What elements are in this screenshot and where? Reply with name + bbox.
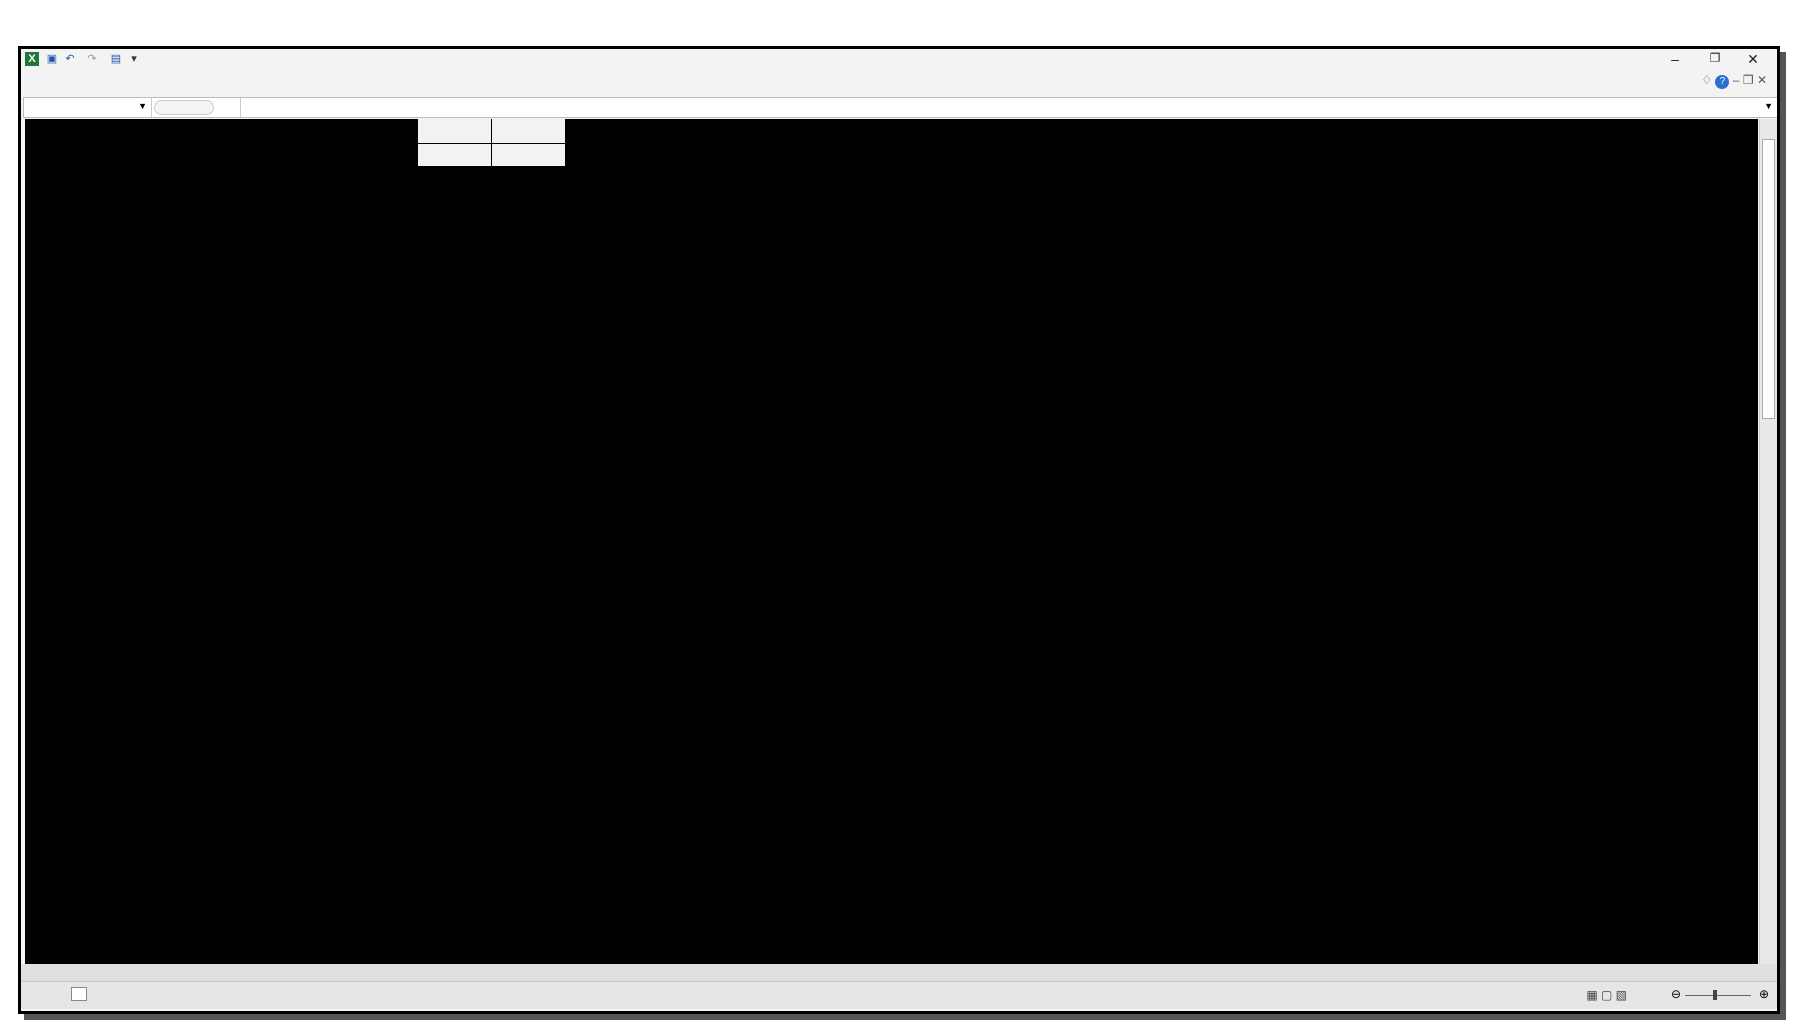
formula-input[interactable] xyxy=(240,98,1757,117)
formula-bar xyxy=(23,97,1778,118)
help-icon[interactable]: ? xyxy=(1715,75,1729,89)
customize-toolbar-icon[interactable]: ▾ xyxy=(131,53,137,65)
title-bar xyxy=(21,49,1777,71)
ribbon-tabs xyxy=(21,73,1777,95)
name-box[interactable] xyxy=(24,98,152,117)
vertical-scrollbar[interactable] xyxy=(1759,119,1777,964)
zoom-in-icon[interactable]: ⊕ xyxy=(1758,987,1769,1001)
faellige-termine-value xyxy=(492,144,565,166)
zoom-out-icon[interactable]: ⊖ xyxy=(1670,987,1681,1001)
scroll-thumb[interactable] xyxy=(1762,139,1775,419)
spiral-binding xyxy=(22,4,1782,36)
close-icon[interactable]: ✕ xyxy=(1747,51,1759,67)
location-title xyxy=(41,133,341,177)
view-buttons[interactable]: ▦ ▢ ▧ xyxy=(1586,988,1627,1002)
freie-zimmer-value xyxy=(418,144,491,166)
freie-zimmer-label xyxy=(418,119,491,143)
save-icon[interactable]: ▣ xyxy=(46,53,58,65)
ribbon-controls xyxy=(1701,73,1767,89)
zoom-slider-thumb[interactable] xyxy=(1713,990,1717,1000)
status-bar xyxy=(21,981,1777,1009)
zoom-slider[interactable] xyxy=(1685,995,1751,996)
workbook-minimize-icon[interactable]: – xyxy=(1732,73,1740,87)
undo-icon[interactable]: ↶ xyxy=(65,53,75,65)
print-preview-icon[interactable]: ▤ xyxy=(110,53,122,65)
redo-icon[interactable]: ↷ xyxy=(87,53,97,65)
excel-window xyxy=(18,46,1780,1014)
excel-logo-icon: X xyxy=(25,52,39,66)
sheet-tabs-bar xyxy=(21,964,1777,981)
minimize-icon[interactable]: – xyxy=(1671,51,1679,67)
expand-formula-icon[interactable]: ▼ xyxy=(1764,101,1773,111)
formula-bar-resizer[interactable] xyxy=(154,100,214,115)
current-date xyxy=(661,133,946,177)
name-box-dropdown-icon[interactable]: ▼ xyxy=(138,101,147,111)
faellige-termine-label xyxy=(492,119,565,143)
worksheet xyxy=(25,119,1758,964)
macro-record-icon[interactable] xyxy=(71,987,87,1001)
minimize-ribbon-icon[interactable]: ♢ xyxy=(1701,73,1713,87)
workbook-close-icon[interactable]: ✕ xyxy=(1756,73,1767,87)
restore-icon[interactable]: ❐ xyxy=(1709,51,1721,65)
occupancy-calendar xyxy=(946,119,1758,964)
workbook-restore-icon[interactable]: ❐ xyxy=(1742,73,1754,87)
